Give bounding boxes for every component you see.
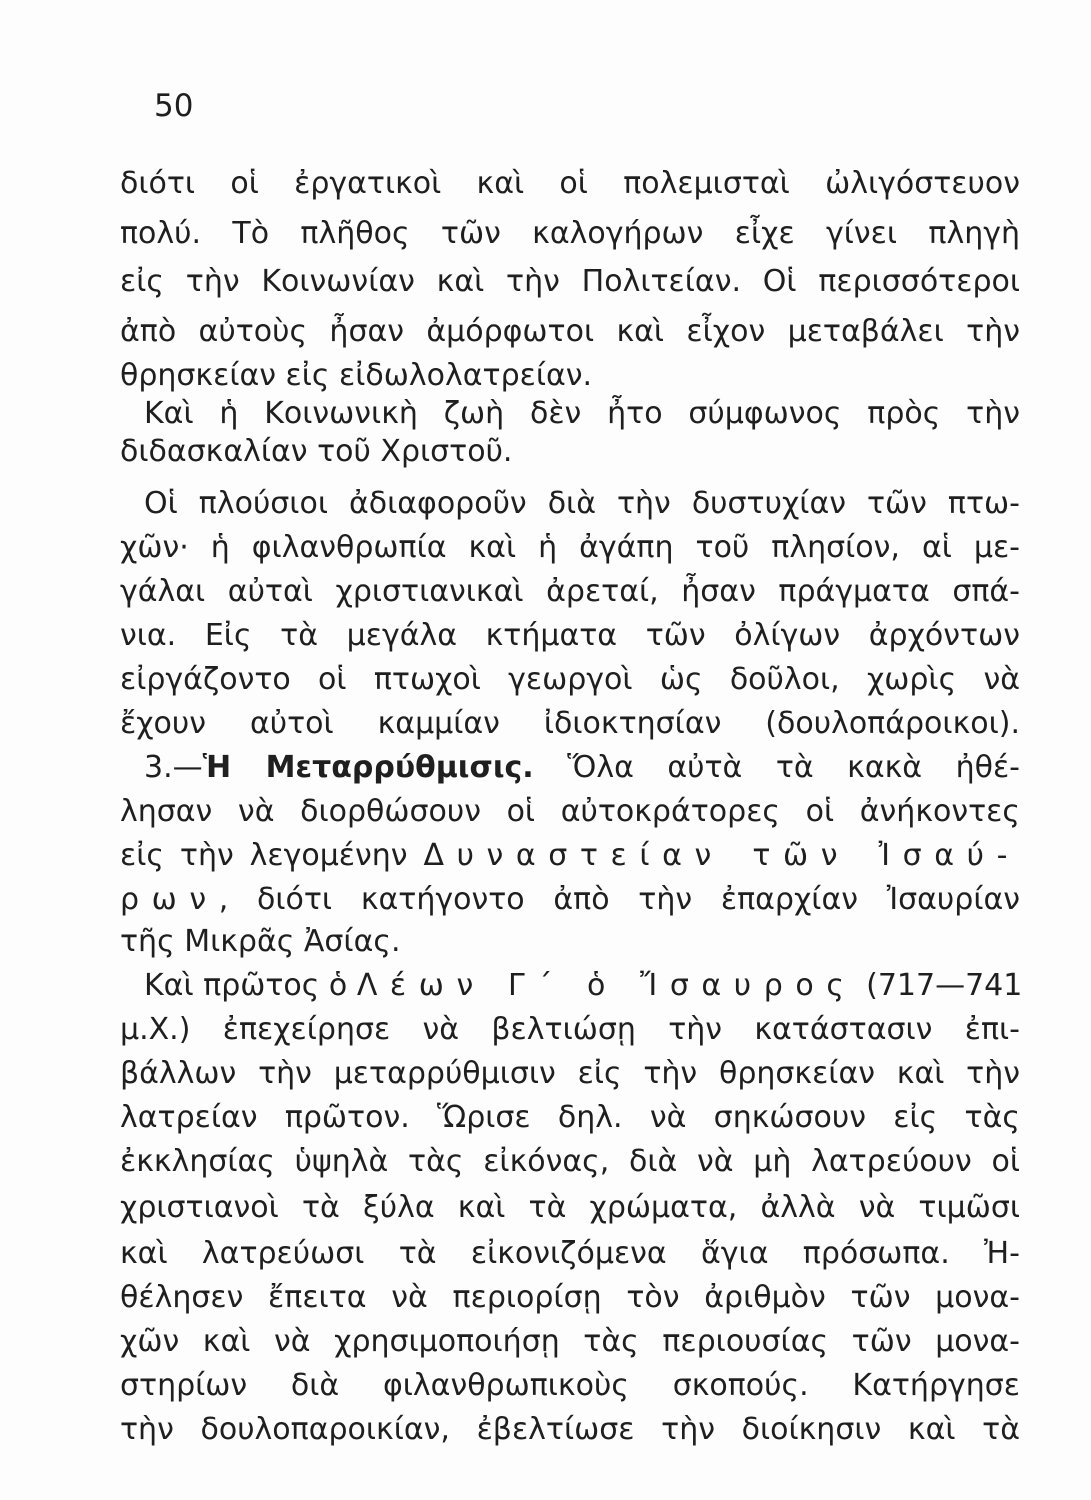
text-line: βάλλων τὴν μεταρρύθμισιν εἰς τὴν θρησκείαν καὶ τὴν: [120, 1056, 1020, 1091]
text-line: λατρείαν πρῶτον. Ὥρισε δηλ. νὰ σηκώσουν εἰς τὰς: [120, 1100, 1020, 1135]
text-line: [144, 966, 1023, 1006]
text-line: Οἱ πλούσιοι ἀδιαφοροῦν διὰ τὴν δυστυχίαν τῶν πτω-: [144, 486, 1020, 521]
text-line: θέλησεν ἔπειτα νὰ περιορίσῃ τὸν ἀριθμὸν τῶν μονα-: [120, 1280, 1020, 1315]
text-line: χῶν καὶ νὰ χρησιμοποιήσῃ τὰς περιουσίας τῶν μονα-: [120, 1324, 1020, 1359]
text-line: ἀπὸ αὐτοὺς ἦσαν ἀμόρφωτοι καὶ εἶχον μεταβάλει τὴν: [120, 314, 1020, 349]
text-run: εἰς τὴν λεγομένην: [120, 838, 424, 873]
text-line: χῶν· ἡ φιλανθρωπία καὶ ἡ ἀγάπη τοῦ πλησίον, αἱ με-: [120, 530, 1020, 565]
text-line: πολύ. Τὸ πλῆθος τῶν καλογήρων εἶχε γίνει πληγὴ: [120, 216, 1020, 251]
text-run: , διότι κατήγοντο ἀπὸ τὴν ἐπαρχίαν Ἰσαυρίαν: [218, 882, 1020, 917]
text-run: Ὅλα αὐτὰ τὰ κακὰ ἠθέ-: [533, 750, 1020, 785]
text-line: νια. Εἰς τὰ μεγάλα κτήματα τῶν ὀλίγων ἀρχόντων: [120, 618, 1020, 653]
text-line: Καὶ ἡ Κοινωνικὴ ζωὴ δὲν ἦτο σύμφωνος πρὸς τὴν: [144, 396, 1020, 431]
text-line: τῆς Μικρᾶς Ἀσίας.: [120, 924, 401, 959]
text-line: [144, 748, 1020, 788]
text-line: ἔχουν αὐτοὶ καμμίαν ἰδιοκτησίαν (δουλοπάροικοι).: [120, 706, 1020, 741]
text-run: Ἡ Μεταρρύθμισις.: [202, 750, 534, 785]
text-line: χριστιανοὶ τὰ ξύλα καὶ τὰ χρώματα, ἀλλὰ νὰ τιμῶσι: [120, 1190, 1020, 1225]
text-line: καὶ λατρεύωσι τὰ εἰκονιζόμενα ἅγια πρόσωπα. Ἠ-: [120, 1236, 1020, 1271]
text-line: θρησκείαν εἰς εἰδωλολατρείαν.: [120, 358, 593, 393]
text-run: ρων: [120, 882, 219, 917]
text-line: ἐκκλησίας ὑψηλὰ τὰς εἰκόνας, διὰ νὰ μὴ λατρεύουν οἱ: [120, 1144, 1020, 1179]
text-run: 3.—: [144, 750, 203, 785]
text-line: διδασκαλίαν τοῦ Χριστοῦ.: [120, 434, 513, 469]
text-run: Καὶ πρῶτος ὁ: [144, 968, 357, 1003]
text-line: γάλαι αὐταὶ χριστιανικαὶ ἀρεταί, ἦσαν πράγματα σπά-: [120, 574, 1020, 609]
text-run: Δυναστείαν τῶν Ἰσαύ-: [423, 838, 1020, 873]
text-line: [120, 880, 1020, 920]
text-line: εἰργάζοντο οἱ πτωχοὶ γεωργοὶ ὡς δοῦλοι, χωρὶς νὰ: [120, 662, 1020, 697]
text-line: λησαν νὰ διορθώσουν οἱ αὐτοκράτορες οἱ ἀνήκοντες: [120, 794, 1020, 829]
text-run: (717—741: [856, 968, 1023, 1003]
text-line: εἰς τὴν Κοινωνίαν καὶ τὴν Πολιτείαν. Οἱ περισσότεροι: [120, 264, 1020, 299]
text-line: τὴν δουλοπαροικίαν, ἐβελτίωσε τὴν διοίκησιν καὶ τὰ: [120, 1412, 1020, 1447]
text-line: στηρίων διὰ φιλανθρωπικοὺς σκοπούς. Κατήργησε: [120, 1368, 1020, 1403]
text-line: [120, 836, 1020, 876]
page-number: 50: [154, 88, 194, 124]
text-line: μ.Χ.) ἐπεχείρησε νὰ βελτιώσῃ τὴν κατάστασιν ἐπι-: [120, 1012, 1020, 1047]
text-line: διότι οἱ ἐργατικοὶ καὶ οἱ πολεμισταὶ ὠλιγόστευον: [120, 166, 1020, 201]
text-run: Λέων Γ΄ ὁ Ἴσαυρος: [356, 968, 857, 1003]
